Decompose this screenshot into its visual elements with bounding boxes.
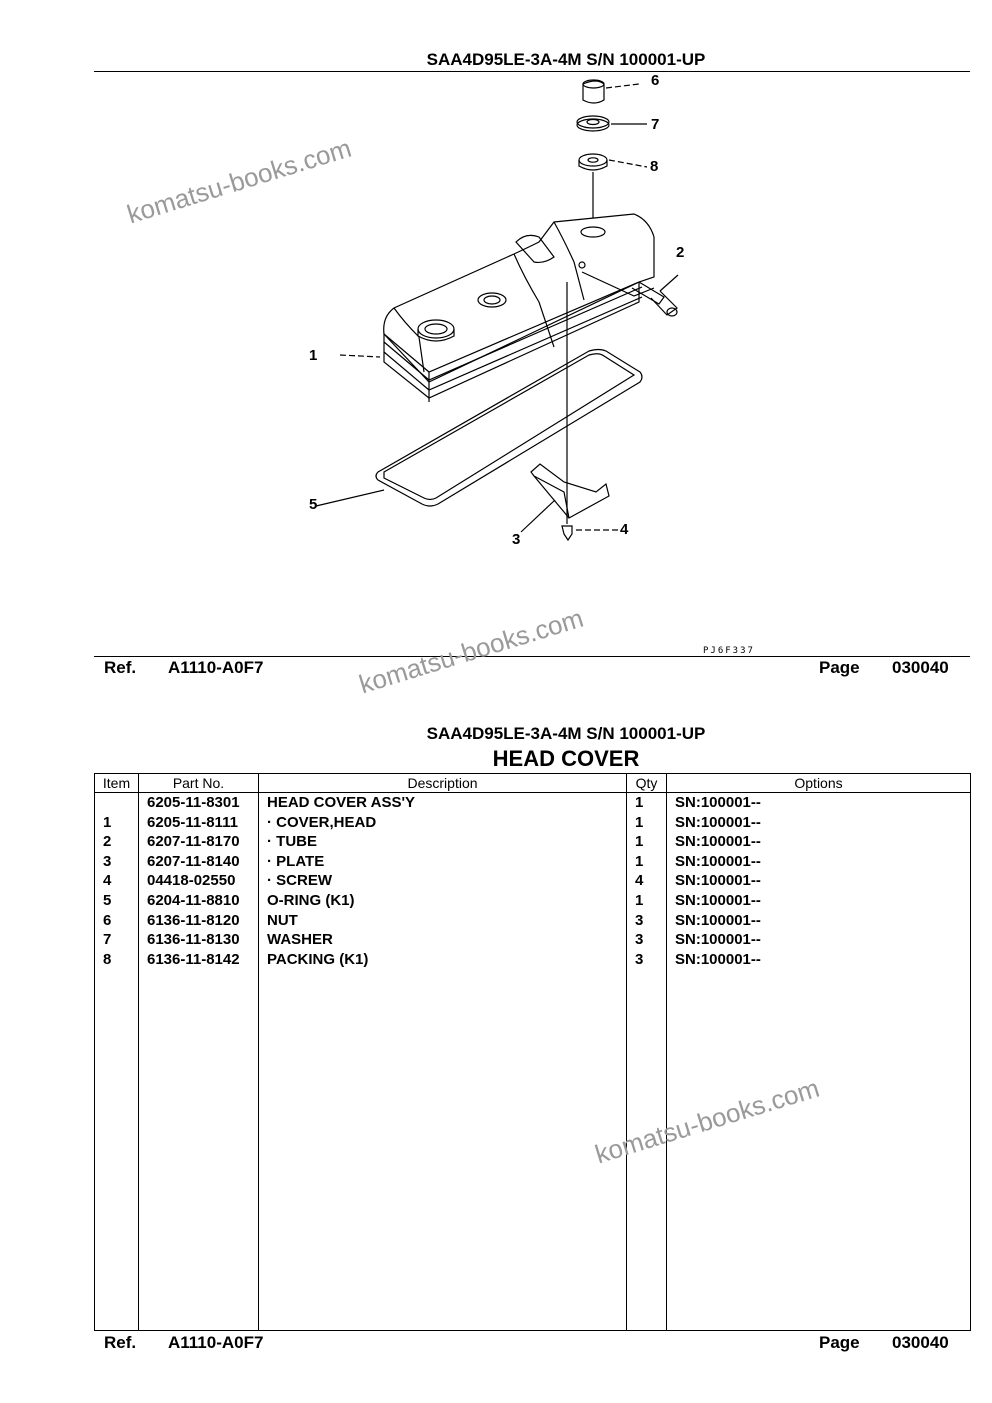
table-row [95,793,971,813]
qty-cell: 1 [627,813,667,833]
part-no-cell: 04418-02550 [139,871,259,891]
table-row [95,813,971,833]
empty-cell [259,969,627,1330]
part-no-cell: 6207-11-8140 [139,852,259,872]
section-title: HEAD COVER [492,746,640,771]
callout-1: 1 [309,347,318,364]
figure-code: PJ6F337 [703,646,755,656]
options-cell: SN:100001-- [667,832,971,852]
options-cell: SN:100001-- [667,813,971,833]
options-cell: SN:100001-- [667,930,971,950]
item-cell: 8 [95,950,139,970]
callout-7: 7 [651,116,660,133]
nut-part-drawing [583,80,639,103]
item-cell [95,793,139,813]
options-cell: SN:100001-- [667,871,971,891]
parts-table [94,773,971,1331]
description-cell: · COVER,HEAD [259,813,627,833]
description-cell: HEAD COVER ASS'Y [259,793,627,813]
parts-table-header [95,774,971,793]
plate-part-drawing [521,464,609,532]
callout-6: 6 [651,72,660,89]
options-cell: SN:100001-- [667,852,971,872]
description-cell: NUT [259,911,627,931]
table-filler-row [95,969,971,1330]
table-row [95,930,971,950]
item-cell: 6 [95,911,139,931]
col-header-item: Item [95,774,139,793]
part-no-cell: 6136-11-8130 [139,930,259,950]
item-cell: 7 [95,930,139,950]
watermark: komatsu-books.com [123,132,355,230]
qty-cell: 1 [627,832,667,852]
description-cell: WASHER [259,930,627,950]
item-cell: 1 [95,813,139,833]
washer-part-drawing [577,116,647,131]
col-header-options: Options [667,774,971,793]
callout-5: 5 [309,496,318,513]
empty-cell [95,969,139,1330]
page-label: Page [819,658,860,677]
col-header-description: Description [259,774,627,793]
page-label-bottom: Page [819,1333,860,1352]
qty-cell: 1 [627,852,667,872]
table-row [95,950,971,970]
callout-2: 2 [676,244,685,261]
footer-rule [94,656,970,657]
item-cell: 3 [95,852,139,872]
parts-page-title: SAA4D95LE-3A-4M S/N 100001-UP [426,724,706,743]
description-cell: · TUBE [259,832,627,852]
watermark: komatsu-books.com [355,602,587,700]
description-cell: · PLATE [259,852,627,872]
part-no-cell: 6205-11-8111 [139,813,259,833]
description-cell: O-RING (K1) [259,891,627,911]
diagram-page-title: SAA4D95LE-3A-4M S/N 100001-UP [426,50,706,69]
description-cell: PACKING (K1) [259,950,627,970]
item-cell: 2 [95,832,139,852]
part-no-cell: 6207-11-8170 [139,832,259,852]
qty-cell: 3 [627,930,667,950]
options-cell: SN:100001-- [667,950,971,970]
empty-cell [139,969,259,1330]
ref-label-bottom: Ref. [104,1333,137,1352]
options-cell: SN:100001-- [667,793,971,813]
description-cell: · SCREW [259,871,627,891]
empty-cell [667,969,971,1330]
ref-label: Ref. [104,658,137,677]
ref-value-bottom: A1110-A0F7 [168,1333,264,1352]
qty-cell: 1 [627,891,667,911]
part-no-cell: 6205-11-8301 [139,793,259,813]
table-row [95,911,971,931]
options-cell: SN:100001-- [667,911,971,931]
callout-3: 3 [512,531,521,548]
table-row [95,832,971,852]
table-row [95,891,971,911]
exploded-parts-diagram [94,72,970,656]
part-no-cell: 6136-11-8120 [139,911,259,931]
part-no-cell: 6204-11-8810 [139,891,259,911]
ref-value: A1110-A0F7 [168,658,264,677]
callout-4: 4 [620,521,629,538]
item-cell: 4 [95,871,139,891]
head-cover-part-drawing [384,214,654,402]
page-number: 030040 [892,658,949,677]
table-row [95,852,971,872]
page-number-bottom: 030040 [892,1333,949,1352]
item-cell: 5 [95,891,139,911]
qty-cell: 4 [627,871,667,891]
col-header-qty: Qty [627,774,667,793]
qty-cell: 3 [627,911,667,931]
qty-cell: 1 [627,793,667,813]
watermark: komatsu-books.com [591,1072,823,1170]
qty-cell: 3 [627,950,667,970]
part-no-cell: 6136-11-8142 [139,950,259,970]
options-cell: SN:100001-- [667,891,971,911]
callout-8: 8 [650,158,659,175]
table-row [95,871,971,891]
col-header-part-no: Part No. [139,774,259,793]
